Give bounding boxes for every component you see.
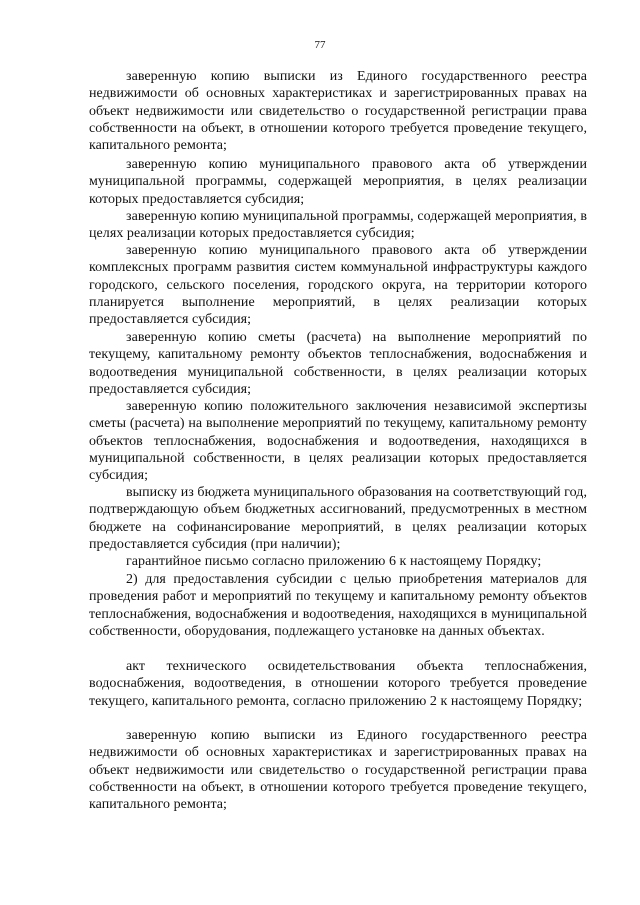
paragraph-budget-extract: выписку из бюджета муниципального образования на соответствующий год, подтверждающую объем бюджетных ассигнований, предусмотренных в местном бюджете на софинансирование мероприятий, в целях реализации которых предоставляется субсидия (при наличии); — [89, 485, 587, 552]
paragraph-municipal-act: заверенную копию муниципального правового акта об утверждении муниципальной программы, содержащей мероприятия, в целях реализации которых предоставляется субсидия; — [89, 157, 587, 207]
paragraph-egrn-extract-2: заверенную копию выписки из Единого государственного реестра недвижимости об основных характеристиках и зарегистрированных правах на объект недвижимости или свидетельство о государственной регистрации права собственности на объект, в отношении которого требуется проведение текущего, капитального ремонта; — [89, 728, 587, 813]
paragraph-guarantee-letter: гарантийное письмо согласно приложению 6 к настоящему Порядку; — [126, 554, 542, 569]
page-number: 77 — [314, 39, 326, 51]
paragraph-inspection-act: акт технического освидетельствования объекта теплоснабжения, водоснабжения, водоотведения, в отношении которого требуется проведение текущего, капитального ремонта, согласно приложению 2 к настоящему Порядку; — [89, 659, 587, 709]
paragraph-materials-subsidy: 2) для предоставления субсидии с целью приобретения материалов для проведения работ и мероприятий по текущему и капитальному ремонту объектов теплоснабжения, водоснабжения и водоотведения, находящихся в муниципальной собственности, оборудования, подлежащего установке на данных объектах. — [89, 572, 587, 639]
paragraph-municipal-program: заверенную копию муниципальной программы, содержащей мероприятия, в целях реализации которых предоставляется субсидия; — [89, 209, 587, 242]
paragraph-egrn-extract: заверенную копию выписки из Единого государственного реестра недвижимости об основных характеристиках и зарегистрированных правах на объект недвижимости или свидетельство о государственной регистрации права собственности на объект, в отношении которого требуется проведение текущего, капитального ремонта; — [89, 69, 587, 154]
paragraph-infrastructure-programs: заверенную копию муниципального правового акта об утверждении комплексных программ развития систем коммунальной инфраструктуры каждого городского, сельского поселения, городского округа, на территории которого планируется выполнение мероприятий, в целях реализации которых предоставляется субсидия; — [89, 243, 587, 328]
paragraph-expertise-conclusion: заверенную копию положительного заключения независимой экспертизы сметы (расчета) на выполнение мероприятий по текущему, капитальному ремонту объектов теплоснабжения, водоснабжения и водоотведения, находящихся в муниципальной собственности, в целях реализации которых предоставляется субсидия; — [89, 399, 587, 484]
paragraph-estimate-copy: заверенную копию сметы (расчета) на выполнение мероприятий по текущему, капитальному ремонту объектов теплоснабжения, водоснабжения и водоотведения муниципальной собственности, в целях реализации которых предоставляется субсидия; — [89, 330, 587, 397]
